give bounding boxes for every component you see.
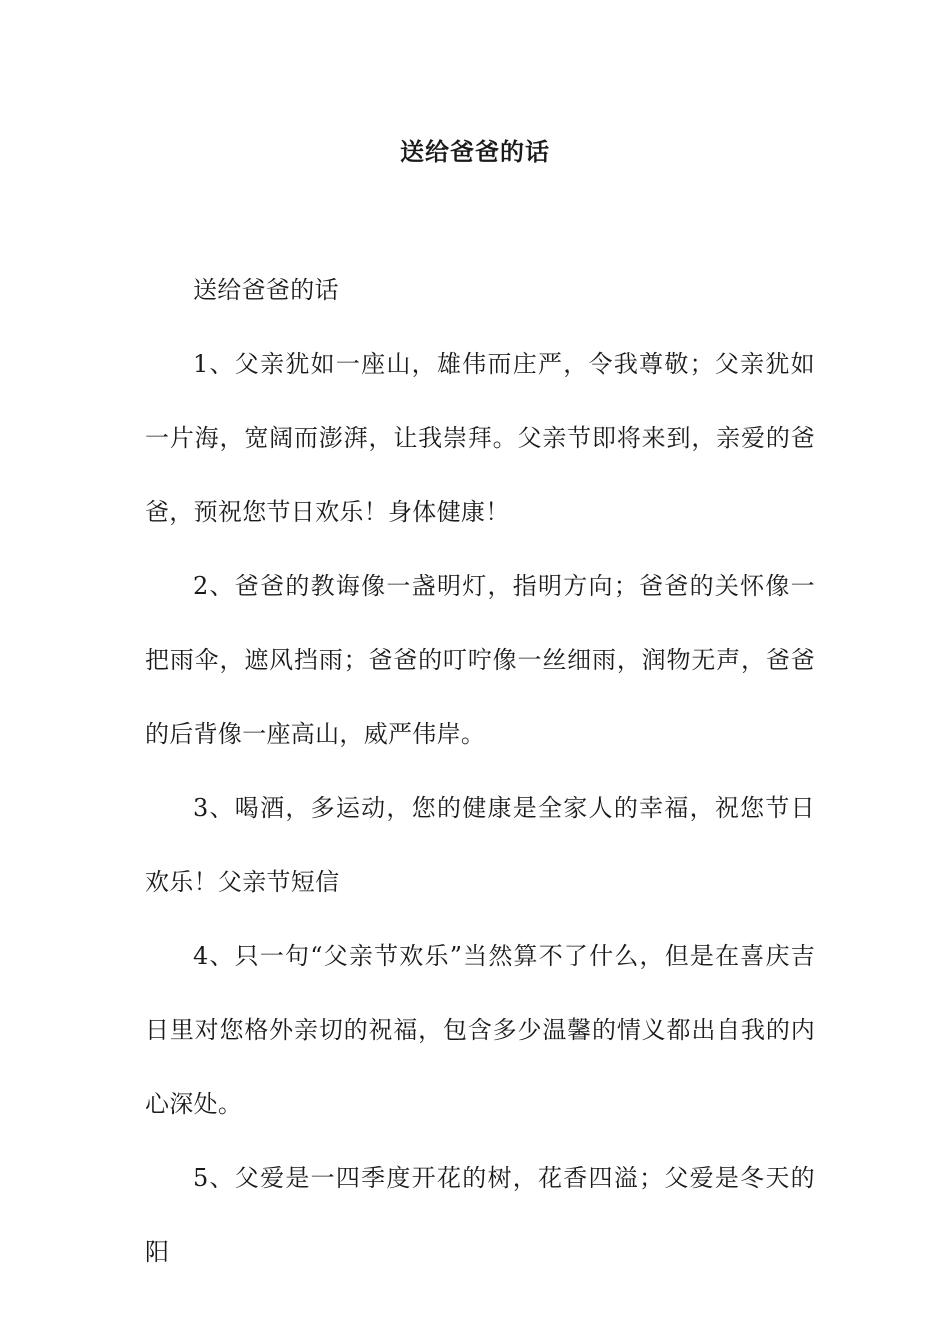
paragraph-heading: 送给爸爸的话: [193, 276, 339, 304]
paragraph-2: 2、爸爸的教诲像一盏明灯，指明方向；爸爸的关怀像一把雨伞，遮风挡雨；爸爸的叮咛像一丝细雨，润物无声，爸爸的后背像一座高山，威严伟岸。: [145, 572, 815, 748]
paragraph-4: 4、只一句“父亲节欢乐”当然算不了什么，但是在喜庆吉日里对您格外亲切的祝福，包含多少温馨的情义都出自我的内心深处。: [145, 942, 815, 1118]
document-body: [145, 253, 815, 1289]
paragraph-5: 5、父爱是一四季度开花的树，花香四溢；父爱是冬天的阳: [145, 1164, 815, 1266]
document-title: 送给爸爸的话: [400, 138, 550, 166]
paragraph-1: 1、父亲犹如一座山，雄伟而庄严，令我尊敬；父亲犹如一片海，宽阔而澎湃，让我崇拜。父亲节即将来到，亲爱的爸爸，预祝您节日欢乐！身体健康！: [145, 350, 815, 526]
paragraph-3: 3、喝酒，多运动，您的健康是全家人的幸福，祝您节日欢乐！父亲节短信: [145, 794, 815, 896]
